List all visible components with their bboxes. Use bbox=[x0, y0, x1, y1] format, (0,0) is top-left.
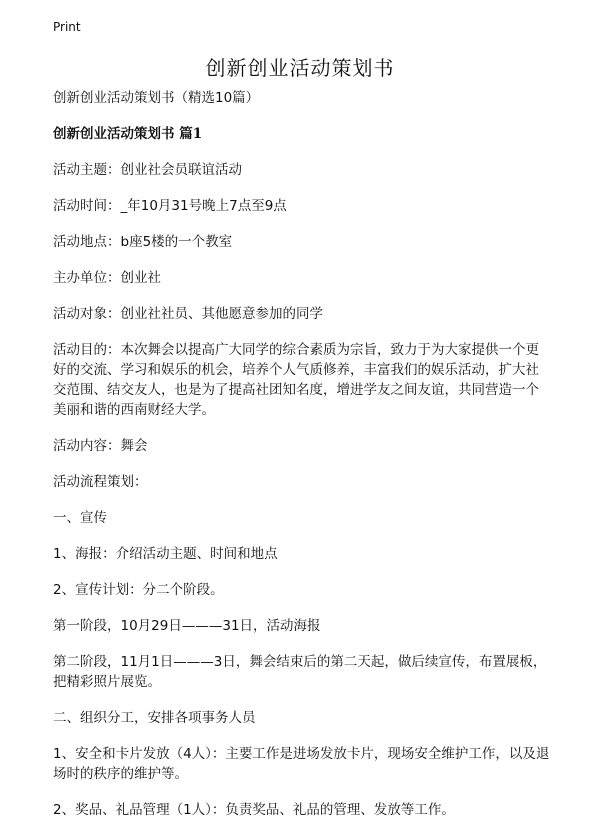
paragraph: 一、宣传 bbox=[53, 510, 107, 526]
paragraph: 活动时间：_年10月31号晚上7点至9点 bbox=[53, 198, 287, 214]
paragraph: 1、安全和卡片发放（4人）：主要工作是进场发放卡片，现场安全维护工作，以及退场时的秩序的维护等。 bbox=[53, 746, 550, 782]
document-title: 创新创业活动策划书 bbox=[205, 56, 395, 80]
subtitle: 创新创业活动策划书（精选10篇） bbox=[53, 90, 260, 106]
paragraph: 活动目的：本次舞会以提高广大同学的综合素质为宗旨，致力于为大家提供一个更好的交流、学习和娱乐的机会，培养个人气质修养，丰富我们的娱乐活动，扩大社交范围、结交友人，也是为了提高社团知名度，增进学友之间友谊，共同营造一个美丽和谐的西南财经大学。 bbox=[53, 342, 539, 418]
print-link[interactable]: Print bbox=[53, 20, 81, 34]
paragraph: 第一阶段，10月29日———31日，活动海报 bbox=[53, 618, 321, 634]
paragraph: 活动对象：创业社社员、其他愿意参加的同学 bbox=[53, 306, 323, 322]
paragraph: 主办单位：创业社 bbox=[53, 270, 161, 286]
paragraph: 第二阶段，11月1日———3日，舞会结束后的第二天起，做后续宣传，布置展板，把精彩照片展览。 bbox=[53, 654, 547, 690]
paragraph: 活动流程策划： bbox=[53, 474, 148, 490]
document-body bbox=[53, 88, 552, 836]
paragraph: 活动地点：b座5楼的一个教室 bbox=[53, 234, 233, 250]
paragraph: 活动主题：创业社会员联谊活动 bbox=[53, 162, 242, 178]
paragraph: 2、奖品、礼品管理（1人）：负责奖品、礼品的管理、发放等工作。 bbox=[53, 802, 455, 818]
paragraph: 1、海报：介绍活动主题、时间和地点 bbox=[53, 546, 278, 562]
section-heading: 创新创业活动策划书 篇1 bbox=[53, 126, 203, 142]
paragraph: 活动内容：舞会 bbox=[53, 438, 148, 454]
paragraph: 2、宣传计划：分二个阶段。 bbox=[53, 582, 224, 598]
paragraph: 二、组织分工，安排各项事务人员 bbox=[53, 710, 256, 726]
